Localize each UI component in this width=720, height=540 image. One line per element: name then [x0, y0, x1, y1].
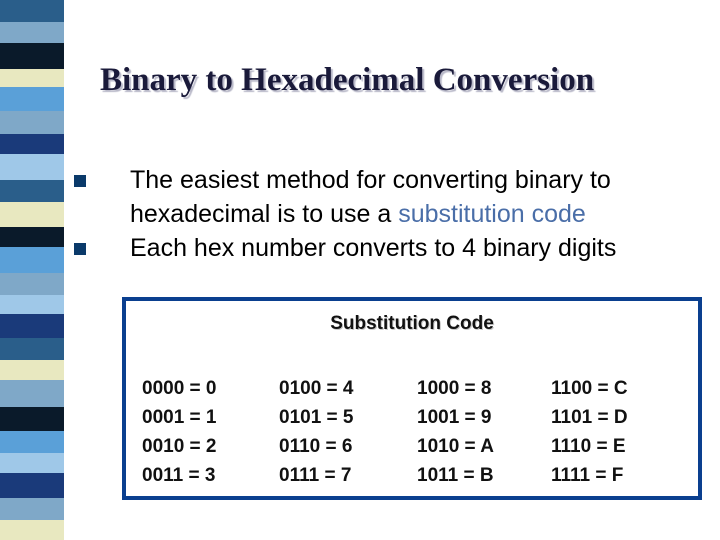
square-bullet-icon [74, 175, 86, 187]
substitution-code-table [122, 297, 702, 500]
stripe-segment [0, 227, 64, 247]
stripe-segment [0, 43, 64, 69]
code-grid [142, 376, 702, 489]
code-entry: 0000 = 0 [142, 378, 217, 399]
stripe-segment [0, 154, 64, 180]
stripe-segment [0, 87, 64, 111]
bullet-text: The easiest method for converting binary to hexadecimal is to use a [130, 166, 611, 228]
code-entry: 1101 = D [551, 407, 628, 428]
code-entry: 0001 = 1 [142, 407, 217, 428]
bullet-item [74, 163, 714, 231]
stripe-segment [0, 69, 64, 87]
stripe-segment [0, 180, 64, 202]
code-entry: 1001 = 9 [417, 407, 492, 428]
bullet-highlight: substitution code [398, 200, 586, 228]
stripe-segment [0, 295, 64, 313]
code-entry: 0101 = 5 [279, 407, 354, 428]
stripe-segment [0, 360, 64, 380]
stripe-segment [0, 473, 64, 497]
stripe-segment [0, 111, 64, 133]
stripe-segment [0, 338, 64, 360]
bullet-item [74, 231, 714, 265]
code-entry: 1100 = C [551, 378, 628, 399]
stripe-segment [0, 453, 64, 473]
decorative-stripe-band [0, 0, 64, 540]
code-entry: 0100 = 4 [279, 378, 354, 399]
stripe-segment [0, 0, 64, 22]
stripe-segment [0, 202, 64, 226]
code-entry: 1111 = F [551, 465, 624, 486]
stripe-segment [0, 134, 64, 154]
table-title: Substitution Code [330, 313, 494, 334]
square-bullet-icon [74, 243, 86, 255]
stripe-segment [0, 520, 64, 540]
stripe-segment [0, 247, 64, 273]
code-entry: 1000 = 8 [417, 378, 492, 399]
stripe-segment [0, 380, 64, 406]
stripe-segment [0, 273, 64, 295]
stripe-segment [0, 22, 64, 42]
stripe-segment [0, 314, 64, 338]
code-entry: 0011 = 3 [142, 465, 216, 486]
code-entry: 0010 = 2 [142, 436, 217, 457]
stripe-segment [0, 498, 64, 520]
code-entry: 0110 = 6 [279, 436, 353, 457]
stripe-segment [0, 431, 64, 453]
slide-title: Binary to Hexadecimal Conversion [100, 62, 595, 98]
code-entry: 0111 = 7 [279, 465, 352, 486]
bullet-list [74, 163, 714, 265]
code-entry: 1110 = E [551, 436, 626, 457]
code-entry: 1011 = B [417, 465, 494, 486]
code-entry: 1010 = A [417, 436, 494, 457]
stripe-segment [0, 407, 64, 431]
bullet-text: Each hex number converts to 4 binary digits [130, 234, 617, 262]
